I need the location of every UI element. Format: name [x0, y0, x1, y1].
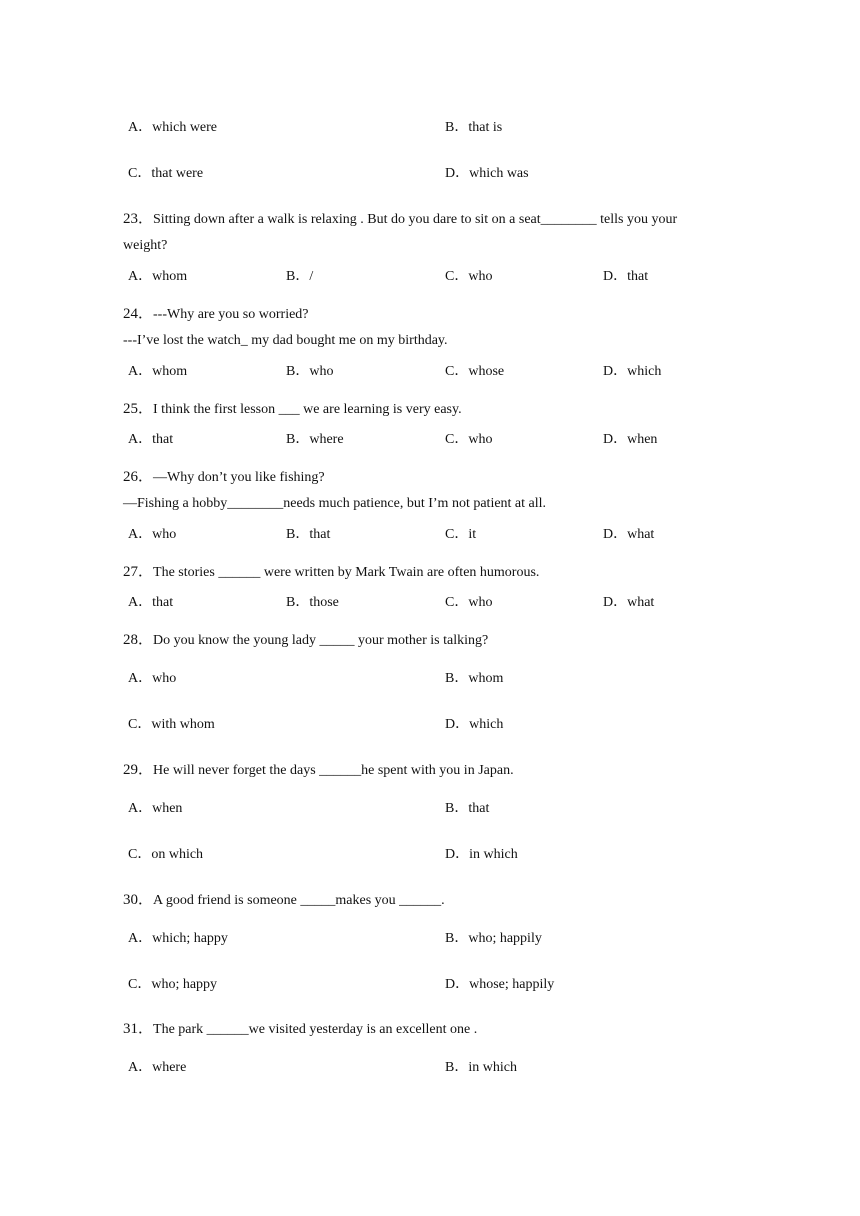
question-number: 25． [123, 401, 154, 417]
option-a: A．which; happy [128, 931, 228, 946]
question-number: 27． [123, 564, 154, 580]
option-c: C．on which [128, 847, 204, 862]
question-number: 28． [123, 632, 154, 648]
option-c: C．that were [128, 166, 204, 181]
question-number: 26． [123, 469, 154, 485]
option-b: B．in which [445, 1060, 517, 1075]
option-d: D．whose; happily [445, 977, 555, 992]
question-number: 23． [123, 211, 154, 227]
option-b: B．that [445, 801, 490, 816]
question-text: Sitting down after a walk is relaxing . But do you dare to sit on a seat________ tells you your [153, 212, 678, 227]
option-c: C．with whom [128, 717, 215, 732]
option-a: A．when [128, 801, 183, 816]
option-b: B．who [286, 364, 334, 379]
option-d: D．what [603, 527, 655, 542]
option-d: D．which [445, 717, 504, 732]
option-c: C．it [445, 527, 477, 542]
question-text: He will never forget the days ______he spent with you in Japan. [153, 763, 514, 778]
question-26 [123, 468, 325, 487]
option-d: D．which [603, 364, 662, 379]
option-d: D．when [603, 432, 658, 447]
question-28 [123, 631, 488, 650]
option-d: D．in which [445, 847, 518, 862]
option-a: A．that [128, 595, 174, 610]
option-a: A．where [128, 1060, 187, 1075]
option-c: C．whose [445, 364, 505, 379]
question-text: —Why don’t you like fishing? [153, 470, 325, 485]
question-number: 31． [123, 1021, 154, 1037]
option-b: B．whom [445, 671, 504, 686]
option-c: C．who [445, 432, 493, 447]
option-a: A．whom [128, 269, 188, 284]
question-27 [123, 563, 539, 582]
question-29 [123, 761, 514, 780]
option-c: C．who; happy [128, 977, 218, 992]
option-c: C．who [445, 269, 493, 284]
question-24 [123, 305, 309, 324]
question-number: 29． [123, 762, 154, 778]
question-25 [123, 400, 462, 419]
option-a: A．whom [128, 364, 188, 379]
option-a: A．who [128, 527, 177, 542]
question-30 [123, 891, 445, 910]
question-text: Do you know the young lady _____ your mother is talking? [153, 633, 489, 648]
option-a: A．that [128, 432, 174, 447]
question-number: 24． [123, 306, 154, 322]
question-text-continued: —Fishing a hobby________needs much patience, but I’m not patient at all. [123, 496, 547, 511]
question-text: ---Why are you so worried? [153, 307, 309, 322]
option-b: B．where [286, 432, 344, 447]
question-31 [123, 1020, 477, 1039]
option-a: A．who [128, 671, 177, 686]
question-number: 30． [123, 892, 154, 908]
question-23 [123, 210, 743, 229]
option-b: B．/ [286, 269, 314, 284]
option-d: D．what [603, 595, 655, 610]
option-b: B．those [286, 595, 339, 610]
option-b: B．who; happily [445, 931, 542, 946]
question-text: I think the first lesson ___ we are learning is very easy. [153, 402, 462, 417]
question-text: The stories ______ were written by Mark Twain are often humorous. [153, 565, 540, 580]
option-d: D．that [603, 269, 649, 284]
option-b: B．that is [445, 120, 503, 135]
question-text: The park ______we visited yesterday is an excellent one . [153, 1022, 478, 1037]
option-c: C．who [445, 595, 493, 610]
question-text-continued: ---I’ve lost the watch_ my dad bought me on my birthday. [123, 333, 448, 348]
question-text: A good friend is someone _____makes you ______. [153, 893, 445, 908]
option-d: D．which was [445, 166, 529, 181]
option-b: B．that [286, 527, 331, 542]
option-a: A．which were [128, 120, 218, 135]
question-text-continued: weight? [123, 238, 168, 253]
